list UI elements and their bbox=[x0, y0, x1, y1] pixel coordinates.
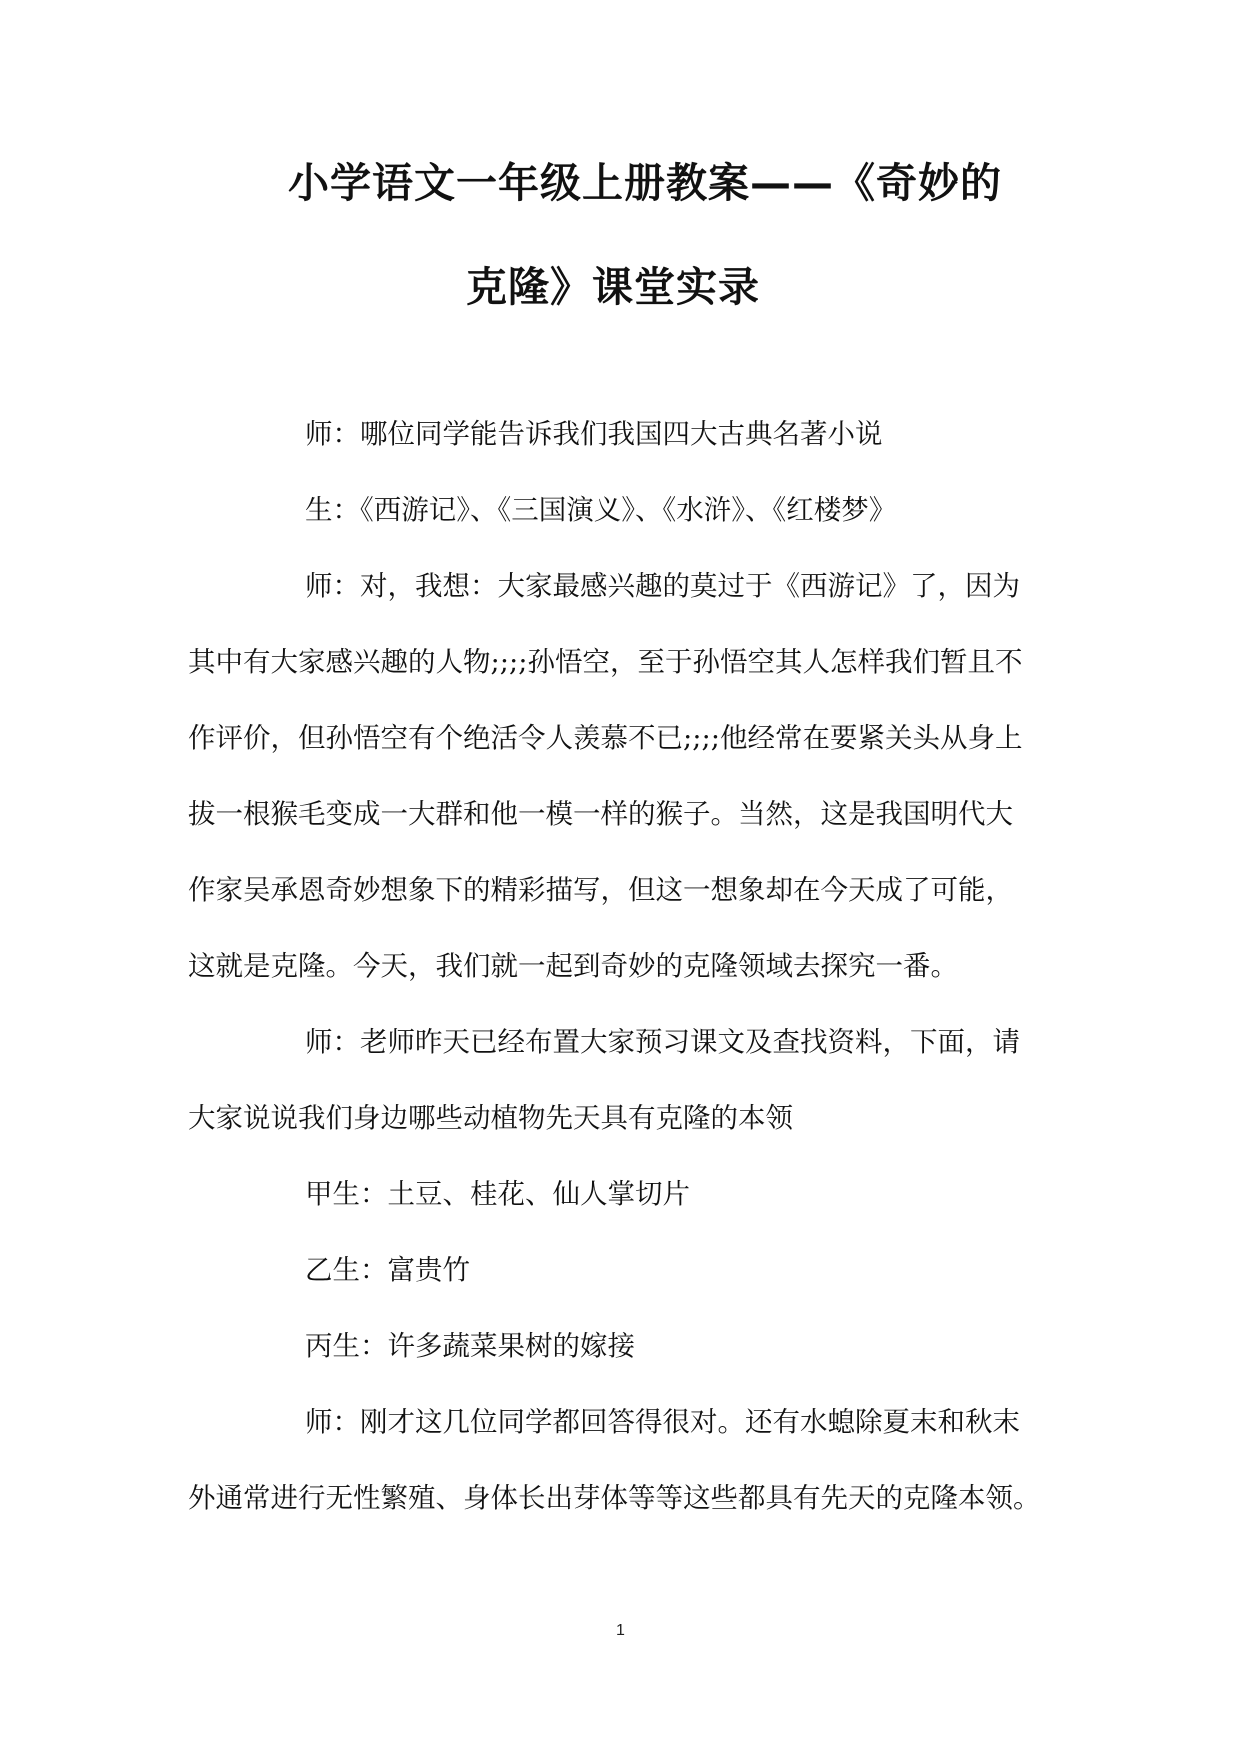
text-line: 师：刚才这几位同学都回答得很对。还有水螅除夏末和秋末 bbox=[305, 1406, 1020, 1438]
page-number: 1 bbox=[616, 1622, 625, 1639]
text-line: 师：老师昨天已经布置大家预习课文及查找资料，下面，请 bbox=[305, 1026, 1020, 1058]
document-title-line-2: 克隆》课堂实录 bbox=[466, 263, 760, 311]
text-line: 乙生：富贵竹 bbox=[305, 1254, 470, 1286]
text-line: 拔一根猴毛变成一大群和他一模一样的猴子。当然，这是我国明代大 bbox=[188, 798, 1013, 830]
text-line: 大家说说我们身边哪些动植物先天具有克隆的本领 bbox=[188, 1102, 793, 1134]
text-line: 师：对，我想：大家最感兴趣的莫过于《西游记》了，因为 bbox=[305, 570, 1020, 602]
text-line: 丙生：许多蔬菜果树的嫁接 bbox=[305, 1330, 635, 1362]
text-line: 其中有大家感兴趣的人物;;;;孙悟空，至于孙悟空其人怎样我们暂且不 bbox=[188, 646, 1023, 678]
document-body bbox=[188, 396, 1068, 1536]
text-line: 外通常进行无性繁殖、身体长出芽体等等这些都具有先天的克隆本领。 bbox=[188, 1482, 1041, 1514]
text-line: 甲生：土豆、桂花、仙人掌切片 bbox=[305, 1178, 690, 1210]
text-line: 师：哪位同学能告诉我们我国四大古典名著小说 bbox=[305, 418, 883, 450]
document-title-line-1: 小学语文一年级上册教案——《奇妙的 bbox=[288, 159, 1002, 207]
text-line: 这就是克隆。今天，我们就一起到奇妙的克隆领域去探究一番。 bbox=[188, 950, 958, 982]
text-line: 作家吴承恩奇妙想象下的精彩描写，但这一想象却在今天成了可能， bbox=[188, 874, 1013, 906]
text-line: 作评价，但孙悟空有个绝活令人羡慕不已;;;;他经常在要紧关头从身上 bbox=[188, 722, 1023, 754]
text-line: 生：《西游记》、《三国演义》、《水浒》、《红楼梦》 bbox=[305, 494, 897, 526]
